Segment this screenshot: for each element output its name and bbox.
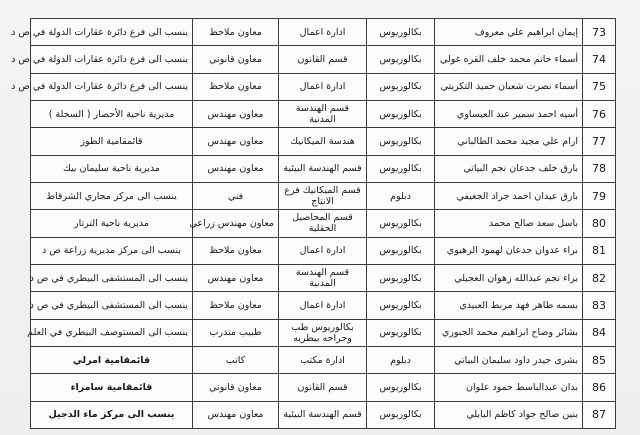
employee-assignment-table [11,18,616,429]
department-cell: قسم الهندسة البيئية [279,401,367,428]
department-cell: قسم الهندسة المدنية [279,264,367,291]
table-row [31,292,616,319]
job-title-cell: كاتب [193,346,279,373]
table-row [31,46,616,73]
job-title-cell: معاون مهندس [193,128,279,155]
department-cell: ادارة اعمال [279,237,367,264]
assignment-destination-cell: مديرية ناحية الترتار [31,210,193,237]
employee-name-cell: بنين صالح جواد كاظم البابلي [435,401,583,428]
row-number-cell: 83 [583,292,616,319]
department-cell: قسم الميكانيك فرع الانتاج [279,182,367,209]
row-number-cell: 87 [583,401,616,428]
department-cell: قسم الهندسة المدنية [279,100,367,127]
row-number-cell: 79 [583,182,616,209]
employee-name-cell: بدان عبدالباسط حمود علوان [435,374,583,401]
table-row [31,155,616,182]
degree-cell: بكالوريوس [367,292,435,319]
employee-name-cell: أسماء نصرت شعبان حميد التكريتي [435,73,583,100]
job-title-cell: معاون ملاحظ [193,73,279,100]
job-title-cell: معاون قانوني [193,374,279,401]
assignment-destination-cell: قائمقامية الطوز [31,128,193,155]
department-cell: قسم القانون [279,46,367,73]
degree-cell: بكالوريوس [367,237,435,264]
row-number-cell: 82 [583,264,616,291]
department-cell: هندسة الميكانيك [279,128,367,155]
employee-name-cell: براء نجم عبدالله زهوان العجيلي [435,264,583,291]
table-row [31,100,616,127]
row-number-cell: 85 [583,346,616,373]
job-title-cell: معاون ملاحظ [193,237,279,264]
employee-name-cell: باسل سعد صالح محمد [435,210,583,237]
assignment-destination-cell: ينسب الى مركز مديرية زراعة ص د [31,237,193,264]
job-title-cell: معاون مهندس [193,155,279,182]
job-title-cell: معاون قانوني [193,46,279,73]
row-number-cell: 86 [583,374,616,401]
table-row [31,182,616,209]
row-number-cell: 84 [583,319,616,346]
department-cell: قسم الهندسة البيئية [279,155,367,182]
table-row [31,237,616,264]
assignment-destination-cell: ينسب الى مركز ماء الدجيل [31,401,193,428]
degree-cell: بكالوريوس [367,73,435,100]
table-row [31,319,616,346]
degree-cell: بكالوريوس [367,100,435,127]
job-title-cell: معاون مهندس [193,264,279,291]
assignment-destination-cell: قائمقامية سامراء [31,374,193,401]
degree-cell: بكالوريوس [367,319,435,346]
job-title-cell: معاون مهندس [193,401,279,428]
job-title-cell: فني [193,182,279,209]
degree-cell: دبلوم [367,346,435,373]
assignment-destination-cell: قائمقامية امرلي [31,346,193,373]
department-cell: ادارة مكتب [279,346,367,373]
degree-cell: دبلوم [367,182,435,209]
employee-name-cell: ارام علي مجيد محمد الطالباني [435,128,583,155]
row-number-cell: 74 [583,46,616,73]
degree-cell: بكالوريوس [367,155,435,182]
row-number-cell: 78 [583,155,616,182]
employee-name-cell: بشائر وضاح ابراهيم محمد الجبوري [435,319,583,346]
employee-name-cell: بارق خلف جدعان نجم البياتي [435,155,583,182]
table-row [31,401,616,428]
employee-name-cell: بارق عيدان احمد جراد الجغيفي [435,182,583,209]
table-row [31,374,616,401]
assignment-destination-cell: ينسب الى فرع دائرة عقارات الدولة في ص د [31,73,193,100]
degree-cell: بكالوريوس [367,19,435,46]
table-row [31,264,616,291]
degree-cell: بكالوريوس [367,46,435,73]
department-cell: ادارة اعمال [279,73,367,100]
employee-name-cell: أسيه احمد سمير عبد العيساوي [435,100,583,127]
table-row [31,346,616,373]
employee-name-cell: أسماء حاتم محمد خلف القره غولي [435,46,583,73]
table-row [31,73,616,100]
department-cell: بكالوريوس طب وجراحه بيطريه [279,319,367,346]
row-number-cell: 76 [583,100,616,127]
assignment-destination-cell: ينسب الى المستشفى البيطري في ص د [31,264,193,291]
job-title-cell: معاون ملاحظ [193,19,279,46]
table-row [31,19,616,46]
row-number-cell: 81 [583,237,616,264]
employee-name-cell: براء عدوان جدعان لهمود الرهيوي [435,237,583,264]
degree-cell: بكالوريوس [367,374,435,401]
row-number-cell: 73 [583,19,616,46]
department-cell: ادارة اعمال [279,292,367,319]
assignment-destination-cell: ينسب الى المستشفى البيطري في ص د [31,292,193,319]
department-cell: قسم القانون [279,374,367,401]
job-title-cell: معاون مهندس [193,100,279,127]
row-number-cell: 80 [583,210,616,237]
assignment-destination-cell: ينسب الى فرع دائرة عقارات الدولة في ص د [31,19,193,46]
employee-name-cell: بشرى حيدر داود سليمان البياتي [435,346,583,373]
employee-name-cell: إيمان ابراهيم علي معروف [435,19,583,46]
assignment-destination-cell: مديرية ناحية سليمان بيك [31,155,193,182]
row-number-cell: 75 [583,73,616,100]
assignment-destination-cell: ينسب الى المستوصف البيطري في العلم [31,319,193,346]
degree-cell: بكالوريوس [367,264,435,291]
assignment-destination-cell: مديرية ناحية الأحصار ( السجلة ) [31,100,193,127]
job-title-cell: طبيب متدرب [193,319,279,346]
department-cell: قسم المحاصيل الحقلية [279,210,367,237]
degree-cell: بكالوريوس [367,210,435,237]
job-title-cell: معاون ملاحظ [193,292,279,319]
table-row [31,128,616,155]
department-cell: ادارة اعمال [279,19,367,46]
row-number-cell: 77 [583,128,616,155]
degree-cell: بكالوريوس [367,128,435,155]
table-body [11,19,616,429]
degree-cell: بكالوريوس [367,401,435,428]
table-row [31,210,616,237]
job-title-cell: معاون مهندس زراعي [193,210,279,237]
assignment-destination-cell: ينسب الى مركز مجاري الشرقاط [31,182,193,209]
assignment-destination-cell: ينسب الى فرع دائرة عقارات الدولة في ص د [31,46,193,73]
employee-name-cell: بسمه طاهر فهد مربط العبيدي [435,292,583,319]
